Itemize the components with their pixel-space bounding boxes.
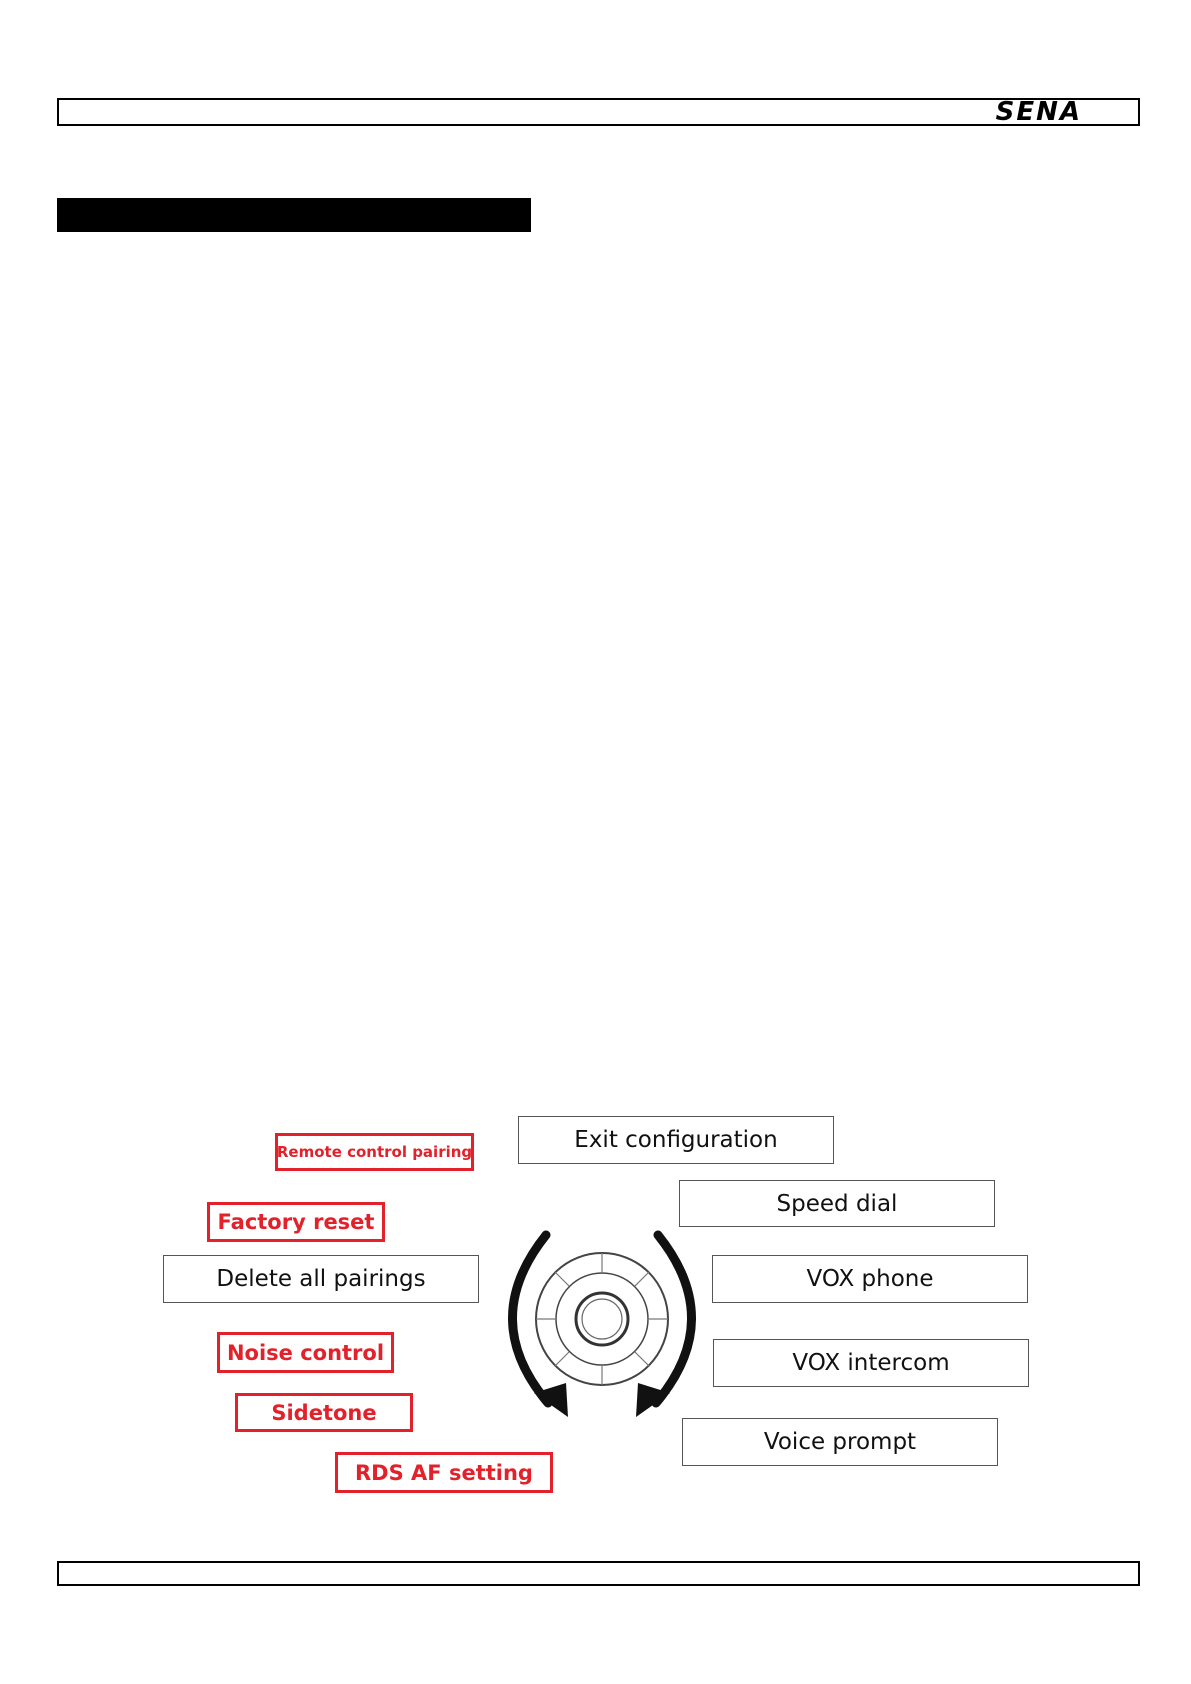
- remote-control-pairing-label: Remote control pairing: [275, 1133, 474, 1171]
- delete-all-pairings-box: Delete all pairings: [163, 1255, 479, 1303]
- exit-configuration-box: Exit configuration: [518, 1116, 834, 1164]
- voice-prompt-box: Voice prompt: [682, 1418, 998, 1466]
- sena-logo: SENA: [995, 97, 1082, 127]
- sidetone-label: Sidetone: [235, 1393, 413, 1432]
- footer-bar: [57, 1561, 1140, 1586]
- vox-intercom-box: VOX intercom: [713, 1339, 1029, 1387]
- jog-dial-icon: [496, 1225, 708, 1421]
- rds-af-setting-label: RDS AF setting: [335, 1452, 553, 1493]
- factory-reset-label: Factory reset: [207, 1202, 385, 1242]
- vox-phone-box: VOX phone: [712, 1255, 1028, 1303]
- speed-dial-box: Speed dial: [679, 1180, 995, 1227]
- header-bar: [57, 98, 1140, 126]
- noise-control-label: Noise control: [217, 1332, 394, 1373]
- section-heading: [57, 198, 531, 232]
